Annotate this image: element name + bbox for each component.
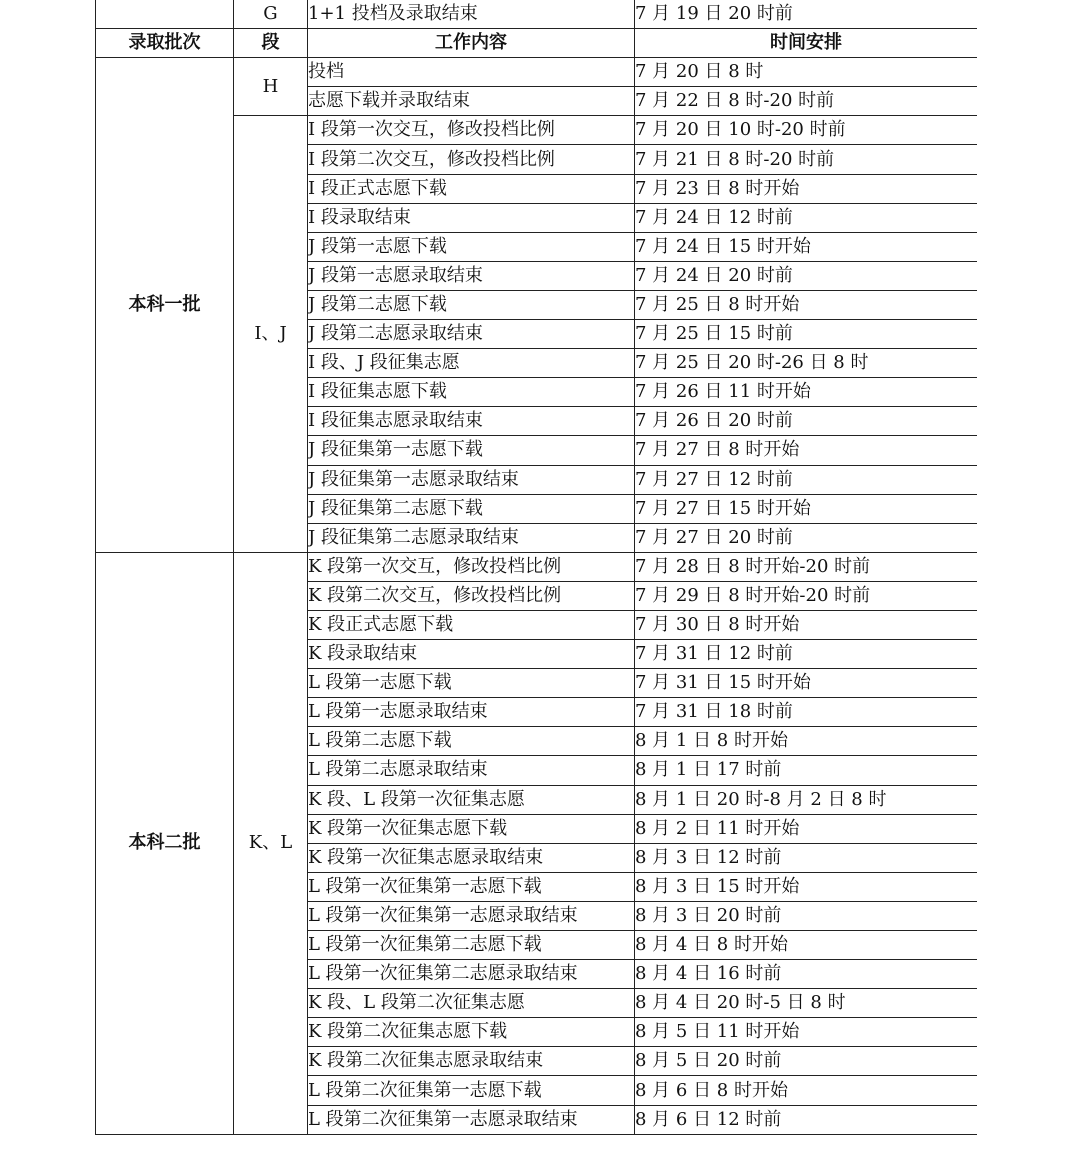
work-content-cell: L 段第一志愿下载 [308,669,635,698]
time-schedule-cell: 7 月 24 日 12 时前 [635,203,978,232]
work-content-cell: I 段第一次交互，修改投档比例 [308,116,635,145]
time-schedule-cell: 8 月 1 日 8 时开始 [635,727,978,756]
segment-cell: K、L [234,552,308,1134]
time-schedule-cell: 8 月 5 日 11 时开始 [635,1018,978,1047]
time-schedule-cell: 7 月 29 日 8 时开始-20 时前 [635,581,978,610]
header-time-schedule: 时间安排 [635,29,978,58]
work-content-cell: I 段正式志愿下载 [308,174,635,203]
work-content-cell: K 段、L 段第二次征集志愿 [308,989,635,1018]
segment-cell: G [234,0,308,29]
admission-schedule-table [95,0,977,1135]
work-content-cell: J 段征集第一志愿录取结束 [308,465,635,494]
admission-schedule-page [95,0,977,1158]
time-schedule-cell: 7 月 20 日 8 时 [635,58,978,87]
time-schedule-cell: 7 月 20 日 10 时-20 时前 [635,116,978,145]
time-schedule-cell: 7 月 27 日 15 时开始 [635,494,978,523]
work-content-cell: L 段第一志愿录取结束 [308,698,635,727]
work-content-cell: 1+1 投档及录取结束 [308,0,635,29]
work-content-cell: K 段、L 段第一次征集志愿 [308,785,635,814]
work-content-cell: J 段征集第二志愿下载 [308,494,635,523]
time-schedule-cell: 8 月 3 日 15 时开始 [635,872,978,901]
time-schedule-cell: 7 月 25 日 20 时-26 日 8 时 [635,349,978,378]
work-content-cell: J 段征集第一志愿下载 [308,436,635,465]
batch-cell: 本科二批 [96,552,234,1134]
table-row [96,552,978,581]
work-content-cell: L 段第二志愿录取结束 [308,756,635,785]
batch-cell [96,0,234,29]
work-content-cell: J 段第二志愿下载 [308,290,635,319]
time-schedule-cell: 8 月 4 日 20 时-5 日 8 时 [635,989,978,1018]
time-schedule-cell: 7 月 26 日 11 时开始 [635,378,978,407]
work-content-cell: J 段第二志愿录取结束 [308,320,635,349]
segment-cell: I、J [234,116,308,552]
work-content-cell: L 段第一次征集第二志愿下载 [308,931,635,960]
work-content-cell: J 段第一志愿录取结束 [308,261,635,290]
work-content-cell: I 段征集志愿录取结束 [308,407,635,436]
work-content-cell: L 段第二次征集第一志愿录取结束 [308,1105,635,1134]
work-content-cell: 志愿下载并录取结束 [308,87,635,116]
time-schedule-cell: 7 月 21 日 8 时-20 时前 [635,145,978,174]
work-content-cell: K 段第一次交互，修改投档比例 [308,552,635,581]
time-schedule-cell: 7 月 24 日 20 时前 [635,261,978,290]
table-header-row [96,29,978,58]
time-schedule-cell: 7 月 31 日 18 时前 [635,698,978,727]
work-content-cell: L 段第一次征集第二志愿录取结束 [308,960,635,989]
table-row [96,0,978,29]
time-schedule-cell: 8 月 1 日 20 时-8 月 2 日 8 时 [635,785,978,814]
time-schedule-cell: 8 月 6 日 8 时开始 [635,1076,978,1105]
time-schedule-cell: 8 月 2 日 11 时开始 [635,814,978,843]
work-content-cell: I 段录取结束 [308,203,635,232]
header-segment: 段 [234,29,308,58]
time-schedule-cell: 8 月 3 日 12 时前 [635,843,978,872]
batch-cell: 本科一批 [96,58,234,553]
work-content-cell: 投档 [308,58,635,87]
time-schedule-cell: 7 月 31 日 12 时前 [635,640,978,669]
work-content-cell: K 段正式志愿下载 [308,610,635,639]
time-schedule-cell: 7 月 31 日 15 时开始 [635,669,978,698]
time-schedule-cell: 7 月 26 日 20 时前 [635,407,978,436]
segment-cell: H [234,58,308,116]
time-schedule-cell: 8 月 4 日 16 时前 [635,960,978,989]
time-schedule-cell: 8 月 4 日 8 时开始 [635,931,978,960]
work-content-cell: K 段第二次交互，修改投档比例 [308,581,635,610]
time-schedule-cell: 8 月 6 日 12 时前 [635,1105,978,1134]
work-content-cell: L 段第二志愿下载 [308,727,635,756]
time-schedule-cell: 7 月 25 日 15 时前 [635,320,978,349]
time-schedule-cell: 8 月 5 日 20 时前 [635,1047,978,1076]
table-row [96,58,978,87]
time-schedule-cell: 7 月 23 日 8 时开始 [635,174,978,203]
work-content-cell: J 段征集第二志愿录取结束 [308,523,635,552]
schedule-table-body [96,0,978,1134]
work-content-cell: I 段、J 段征集志愿 [308,349,635,378]
work-content-cell: I 段第二次交互，修改投档比例 [308,145,635,174]
work-content-cell: K 段第二次征集志愿下载 [308,1018,635,1047]
work-content-cell: K 段第一次征集志愿下载 [308,814,635,843]
work-content-cell: I 段征集志愿下载 [308,378,635,407]
time-schedule-cell: 7 月 28 日 8 时开始-20 时前 [635,552,978,581]
time-schedule-cell: 8 月 3 日 20 时前 [635,901,978,930]
time-schedule-cell: 7 月 19 日 20 时前 [635,0,978,29]
time-schedule-cell: 7 月 22 日 8 时-20 时前 [635,87,978,116]
time-schedule-cell: 7 月 27 日 20 时前 [635,523,978,552]
work-content-cell: J 段第一志愿下载 [308,232,635,261]
work-content-cell: L 段第二次征集第一志愿下载 [308,1076,635,1105]
time-schedule-cell: 8 月 1 日 17 时前 [635,756,978,785]
time-schedule-cell: 7 月 25 日 8 时开始 [635,290,978,319]
time-schedule-cell: 7 月 30 日 8 时开始 [635,610,978,639]
time-schedule-cell: 7 月 24 日 15 时开始 [635,232,978,261]
work-content-cell: K 段第二次征集志愿录取结束 [308,1047,635,1076]
header-work-content: 工作内容 [308,29,635,58]
time-schedule-cell: 7 月 27 日 8 时开始 [635,436,978,465]
work-content-cell: K 段录取结束 [308,640,635,669]
time-schedule-cell: 7 月 27 日 12 时前 [635,465,978,494]
work-content-cell: K 段第一次征集志愿录取结束 [308,843,635,872]
header-batch: 录取批次 [96,29,234,58]
work-content-cell: L 段第一次征集第一志愿录取结束 [308,901,635,930]
work-content-cell: L 段第一次征集第一志愿下载 [308,872,635,901]
